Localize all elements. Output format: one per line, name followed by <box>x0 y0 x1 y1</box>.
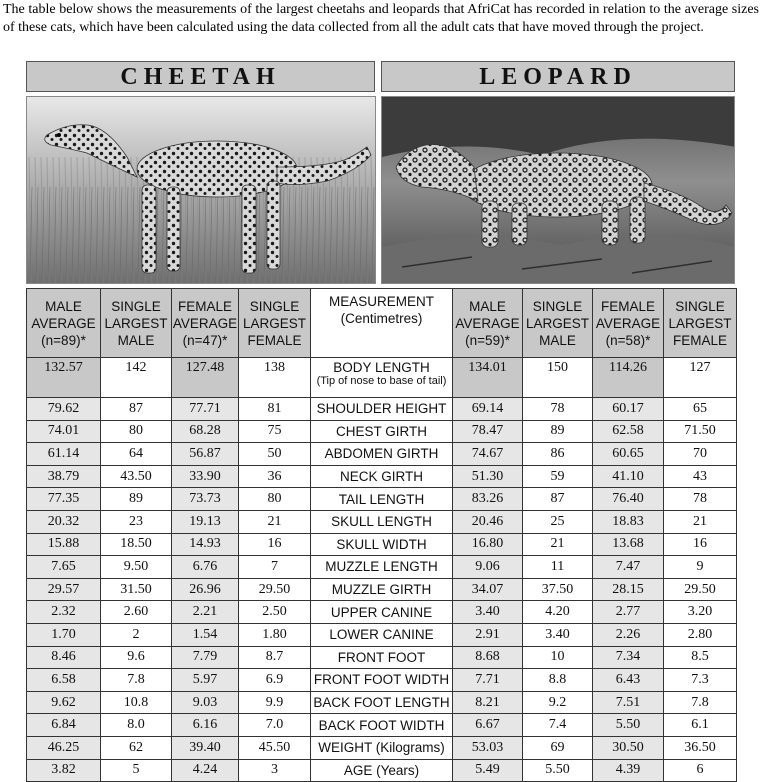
cheetah-value-cell: 7.8 <box>101 669 172 692</box>
leopard-value-cell: 74.67 <box>453 443 523 466</box>
leopard-value-cell: 9.06 <box>453 556 523 579</box>
cheetah-value-cell: 43.50 <box>101 465 172 488</box>
table-row <box>27 646 737 669</box>
cheetah-male-average-header: MALE AVERAGE (n=89)* <box>27 289 101 358</box>
table-row <box>27 601 737 624</box>
measurement-label-cell <box>311 691 453 714</box>
measurement-label: LOWER CANINE <box>329 627 434 643</box>
measurement-label: BODY LENGTH <box>333 360 430 375</box>
leopard-value-cell: 10 <box>523 646 593 669</box>
leopard-female-average-header: FEMALE AVERAGE (n=58)* <box>593 289 664 358</box>
measurement-label: FRONT FOOT <box>337 649 426 665</box>
leopard-value-cell: 89 <box>523 420 593 443</box>
measurement-label-cell <box>311 578 453 601</box>
leopard-male-average-header: MALE AVERAGE (n=59)* <box>453 289 523 358</box>
cheetah-value-cell: 81 <box>239 398 311 421</box>
cheetah-value-cell: 29.57 <box>27 578 101 601</box>
measurement-label-cell <box>311 669 453 692</box>
cheetah-value-cell: 87 <box>101 398 172 421</box>
leopard-value-cell: 21 <box>664 510 737 533</box>
leopard-value-cell: 6 <box>664 759 737 782</box>
leopard-value-cell: 20.46 <box>453 510 523 533</box>
intro-text: The table below shows the measurements of the largest cheetahs and leopards that AfriCat has recorded in relation to the average sizes of these cats, which have been calculated using the data collected from all the adult cats that have moved through the project. <box>3 2 759 35</box>
cheetah-value-cell: 15.88 <box>27 533 101 556</box>
cheetah-female-average-header: FEMALE AVERAGE (n=47)* <box>172 289 239 358</box>
measurement-label: SHOULDER HEIGHT <box>316 401 447 417</box>
cheetah-value-cell: 23 <box>101 510 172 533</box>
leopard-value-cell: 6.67 <box>453 714 523 737</box>
leopard-largest-female-header: SINGLE LARGEST FEMALE <box>664 289 737 358</box>
cheetah-value-cell: 6.9 <box>239 669 311 692</box>
leopard-value-cell: 16.80 <box>453 533 523 556</box>
leopard-value-cell: 4.20 <box>523 601 593 624</box>
leopard-value-cell: 69 <box>523 736 593 759</box>
cheetah-value-cell: 7 <box>239 556 311 579</box>
leopard-value-cell: 18.83 <box>593 510 664 533</box>
leopard-value-cell: 69.14 <box>453 398 523 421</box>
leopard-value-cell: 65 <box>664 398 737 421</box>
measurement-label: WEIGHT (Kilograms) <box>318 740 445 756</box>
leopard-value-cell: 3.20 <box>664 601 737 624</box>
cheetah-value-cell: 2.60 <box>101 601 172 624</box>
cheetah-value-cell: 79.62 <box>27 398 101 421</box>
cheetah-value-cell: 1.70 <box>27 623 101 646</box>
cheetah-value-cell: 64 <box>101 443 172 466</box>
measurement-label: SKULL WIDTH <box>336 536 427 552</box>
leopard-value-cell: 86 <box>523 443 593 466</box>
cheetah-photo <box>26 96 376 284</box>
leopard-value-cell: 2.26 <box>593 623 664 646</box>
cheetah-value-cell: 29.50 <box>239 578 311 601</box>
table-row <box>27 556 737 579</box>
leopard-value-cell: 21 <box>523 533 593 556</box>
leopard-photo <box>381 96 735 284</box>
table-row <box>27 691 737 714</box>
leopard-value-cell: 6.1 <box>664 714 737 737</box>
cheetah-largest-female-header: SINGLE LARGEST FEMALE <box>239 289 311 358</box>
leopard-value-cell: 5.50 <box>593 714 664 737</box>
leopard-value-cell: 62.58 <box>593 420 664 443</box>
cheetah-value-cell: 46.25 <box>27 736 101 759</box>
measurement-label-cell <box>311 398 453 421</box>
measurement-label-cell <box>311 601 453 624</box>
cheetah-value-cell: 74.01 <box>27 420 101 443</box>
measurement-label: BACK FOOT LENGTH <box>313 695 450 711</box>
cheetah-value-cell: 75 <box>239 420 311 443</box>
leopard-value-cell: 7.71 <box>453 669 523 692</box>
cheetah-value-cell: 7.79 <box>172 646 239 669</box>
cheetah-value-cell: 68.28 <box>172 420 239 443</box>
cheetah-value-cell: 10.8 <box>101 691 172 714</box>
cheetah-largest-male-header: SINGLE LARGEST MALE <box>101 289 172 358</box>
leopard-value-cell: 16 <box>664 533 737 556</box>
cheetah-value-cell: 8.46 <box>27 646 101 669</box>
measurement-note: (Tip of nose to base of tail) <box>316 375 447 387</box>
leopard-value-cell: 114.26 <box>593 358 664 398</box>
table-row <box>27 398 737 421</box>
cheetah-value-cell: 7.65 <box>27 556 101 579</box>
leopard-value-cell: 9 <box>664 556 737 579</box>
cheetah-value-cell: 89 <box>101 488 172 511</box>
cheetah-value-cell: 5.97 <box>172 669 239 692</box>
leopard-value-cell: 53.03 <box>453 736 523 759</box>
measurement-label: CHEST GIRTH <box>335 423 427 439</box>
cheetah-value-cell: 2.32 <box>27 601 101 624</box>
cheetah-value-cell: 142 <box>101 358 172 398</box>
cheetah-value-cell: 6.84 <box>27 714 101 737</box>
cheetah-value-cell: 6.58 <box>27 669 101 692</box>
leopard-value-cell: 36.50 <box>664 736 737 759</box>
leopard-value-cell: 28.15 <box>593 578 664 601</box>
cheetah-value-cell: 127.48 <box>172 358 239 398</box>
leopard-value-cell: 8.68 <box>453 646 523 669</box>
cheetah-value-cell: 20.32 <box>27 510 101 533</box>
measurement-label: UPPER CANINE <box>330 604 433 620</box>
measurements-table <box>26 288 737 782</box>
leopard-value-cell: 5.50 <box>523 759 593 782</box>
leopard-value-cell: 150 <box>523 358 593 398</box>
cheetah-value-cell: 33.90 <box>172 465 239 488</box>
cheetah-title: CHEETAH <box>26 61 375 92</box>
leopard-value-cell: 78.47 <box>453 420 523 443</box>
leopard-value-cell: 11 <box>523 556 593 579</box>
cheetah-value-cell: 77.71 <box>172 398 239 421</box>
cheetah-value-cell: 80 <box>239 488 311 511</box>
table-header-row <box>27 289 737 358</box>
cheetah-value-cell: 73.73 <box>172 488 239 511</box>
leopard-value-cell: 34.07 <box>453 578 523 601</box>
cheetah-value-cell: 3 <box>239 759 311 782</box>
cheetah-value-cell: 77.35 <box>27 488 101 511</box>
measurement-label: AGE (Years) <box>343 762 420 778</box>
cheetah-value-cell: 6.76 <box>172 556 239 579</box>
leopard-value-cell: 3.40 <box>523 623 593 646</box>
leopard-value-cell: 59 <box>523 465 593 488</box>
leopard-value-cell: 6.43 <box>593 669 664 692</box>
leopard-value-cell: 2.91 <box>453 623 523 646</box>
leopard-value-cell: 8.8 <box>523 669 593 692</box>
leopard-value-cell: 43 <box>664 465 737 488</box>
cheetah-value-cell: 2.21 <box>172 601 239 624</box>
cheetah-value-cell: 38.79 <box>27 465 101 488</box>
table-row <box>27 533 737 556</box>
leopard-value-cell: 134.01 <box>453 358 523 398</box>
measurement-label: TAIL LENGTH <box>338 491 425 507</box>
table-row <box>27 578 737 601</box>
cheetah-value-cell: 39.40 <box>172 736 239 759</box>
measurement-label-cell <box>311 488 453 511</box>
cheetah-value-cell: 2 <box>101 623 172 646</box>
cheetah-value-cell: 8.0 <box>101 714 172 737</box>
cheetah-value-cell: 3.82 <box>27 759 101 782</box>
leopard-value-cell: 5.49 <box>453 759 523 782</box>
leopard-value-cell: 71.50 <box>664 420 737 443</box>
table-row <box>27 669 737 692</box>
cheetah-value-cell: 14.93 <box>172 533 239 556</box>
table-row <box>27 714 737 737</box>
cheetah-value-cell: 56.87 <box>172 443 239 466</box>
measurement-label-cell <box>311 465 453 488</box>
leopard-value-cell: 76.40 <box>593 488 664 511</box>
measurement-label: ABDOMEN GIRTH <box>324 446 439 462</box>
measurement-label-cell <box>311 358 453 398</box>
cheetah-value-cell: 4.24 <box>172 759 239 782</box>
leopard-value-cell: 51.30 <box>453 465 523 488</box>
leopard-value-cell: 8.21 <box>453 691 523 714</box>
leopard-value-cell: 2.80 <box>664 623 737 646</box>
measurement-label: BACK FOOT WIDTH <box>318 717 445 733</box>
measurement-label: NECK GIRTH <box>339 469 423 485</box>
table-row <box>27 623 737 646</box>
cheetah-value-cell: 7.0 <box>239 714 311 737</box>
cheetah-value-cell: 36 <box>239 465 311 488</box>
leopard-value-cell: 7.8 <box>664 691 737 714</box>
measurement-label-cell <box>311 623 453 646</box>
leopard-value-cell: 9.2 <box>523 691 593 714</box>
leopard-value-cell: 83.26 <box>453 488 523 511</box>
leopard-largest-male-header: SINGLE LARGEST MALE <box>523 289 593 358</box>
leopard-value-cell: 78 <box>523 398 593 421</box>
cheetah-value-cell: 26.96 <box>172 578 239 601</box>
cheetah-value-cell: 132.57 <box>27 358 101 398</box>
cheetah-value-cell: 80 <box>101 420 172 443</box>
cheetah-value-cell: 16 <box>239 533 311 556</box>
leopard-value-cell: 70 <box>664 443 737 466</box>
leopard-value-cell: 7.4 <box>523 714 593 737</box>
measurement-label-cell <box>311 443 453 466</box>
cheetah-value-cell: 18.50 <box>101 533 172 556</box>
leopard-value-cell: 7.47 <box>593 556 664 579</box>
table-row <box>27 420 737 443</box>
cheetah-value-cell: 9.6 <box>101 646 172 669</box>
cheetah-value-cell: 9.50 <box>101 556 172 579</box>
leopard-title: LEOPARD <box>381 61 735 92</box>
cheetah-value-cell: 62 <box>101 736 172 759</box>
measurement-label: FRONT FOOT WIDTH <box>313 672 450 688</box>
leopard-value-cell: 25 <box>523 510 593 533</box>
table-row <box>27 736 737 759</box>
measurement-label: MUZZLE LENGTH <box>325 559 438 575</box>
cheetah-value-cell: 5 <box>101 759 172 782</box>
cheetah-value-cell: 45.50 <box>239 736 311 759</box>
cheetah-value-cell: 1.80 <box>239 623 311 646</box>
leopard-value-cell: 30.50 <box>593 736 664 759</box>
measurement-header: MEASUREMENT (Centimetres) <box>311 289 453 358</box>
measurement-label: MUZZLE GIRTH <box>331 582 432 598</box>
leopard-value-cell: 3.40 <box>453 601 523 624</box>
cheetah-value-cell: 19.13 <box>172 510 239 533</box>
cheetah-value-cell: 9.62 <box>27 691 101 714</box>
cheetah-value-cell: 61.14 <box>27 443 101 466</box>
cheetah-value-cell: 2.50 <box>239 601 311 624</box>
cheetah-value-cell: 6.16 <box>172 714 239 737</box>
leopard-value-cell: 29.50 <box>664 578 737 601</box>
cheetah-value-cell: 1.54 <box>172 623 239 646</box>
cheetah-value-cell: 138 <box>239 358 311 398</box>
leopard-value-cell: 8.5 <box>664 646 737 669</box>
leopard-value-cell: 41.10 <box>593 465 664 488</box>
leopard-value-cell: 37.50 <box>523 578 593 601</box>
table-row <box>27 358 737 398</box>
measurement-label-cell <box>311 510 453 533</box>
measurement-label-cell <box>311 759 453 782</box>
leopard-value-cell: 78 <box>664 488 737 511</box>
measurement-label-cell <box>311 736 453 759</box>
cheetah-value-cell: 50 <box>239 443 311 466</box>
leopard-value-cell: 60.65 <box>593 443 664 466</box>
leopard-value-cell: 4.39 <box>593 759 664 782</box>
leopard-value-cell: 13.68 <box>593 533 664 556</box>
leopard-value-cell: 7.34 <box>593 646 664 669</box>
cheetah-value-cell: 9.03 <box>172 691 239 714</box>
measurement-label-cell <box>311 714 453 737</box>
measurement-label-cell <box>311 420 453 443</box>
leopard-value-cell: 60.17 <box>593 398 664 421</box>
measurement-label-cell <box>311 533 453 556</box>
table-row <box>27 443 737 466</box>
leopard-value-cell: 7.51 <box>593 691 664 714</box>
leopard-value-cell: 2.77 <box>593 601 664 624</box>
measurement-label-cell <box>311 556 453 579</box>
cheetah-value-cell: 8.7 <box>239 646 311 669</box>
leopard-value-cell: 127 <box>664 358 737 398</box>
measurement-label-cell <box>311 646 453 669</box>
leopard-value-cell: 7.3 <box>664 669 737 692</box>
leopard-value-cell: 87 <box>523 488 593 511</box>
table-row <box>27 510 737 533</box>
cheetah-value-cell: 9.9 <box>239 691 311 714</box>
table-row <box>27 759 737 782</box>
cheetah-value-cell: 31.50 <box>101 578 172 601</box>
cheetah-value-cell: 21 <box>239 510 311 533</box>
table-row <box>27 488 737 511</box>
measurement-label: SKULL LENGTH <box>331 514 432 530</box>
table-row <box>27 465 737 488</box>
